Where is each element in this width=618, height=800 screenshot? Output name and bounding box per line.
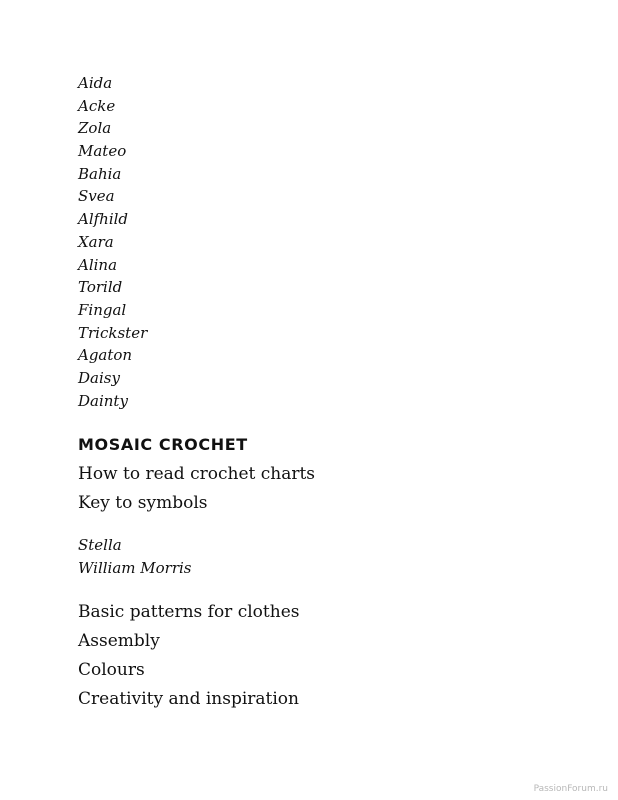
- pattern-name: Svea: [78, 187, 115, 206]
- topic-item: Key to symbols: [78, 493, 208, 513]
- pattern-name: Fingal: [78, 300, 127, 319]
- topic-item: Creativity and inspiration: [78, 689, 299, 709]
- section-heading: MOSAIC CROCHET: [78, 435, 248, 454]
- section-topic-list: [78, 460, 315, 518]
- pattern-name: Agaton: [78, 346, 133, 365]
- section-pattern-list: [78, 534, 192, 579]
- pattern-name: Alina: [78, 255, 118, 274]
- pattern-name: Aida: [78, 74, 113, 92]
- watermark: PassionForum.ru: [533, 784, 608, 794]
- topic-item: How to read crochet charts: [78, 464, 316, 484]
- pattern-name: Torild: [78, 278, 123, 297]
- topic-item: Colours: [78, 660, 145, 680]
- pattern-name: William Morris: [78, 558, 192, 577]
- pattern-name: Stella: [78, 536, 122, 554]
- pattern-name: Dainty: [78, 391, 128, 410]
- topic-item: Basic patterns for clothes: [78, 602, 300, 622]
- pattern-name: Acke: [78, 96, 116, 115]
- pattern-name: Xara: [78, 232, 114, 251]
- pattern-name: Daisy: [78, 368, 120, 387]
- pattern-name-list: [78, 72, 147, 412]
- pattern-name: Mateo: [78, 142, 127, 161]
- closing-topic-list: [78, 598, 299, 714]
- topic-item: Assembly: [78, 631, 160, 651]
- pattern-name: Trickster: [78, 323, 148, 342]
- pattern-name: Bahia: [78, 164, 122, 183]
- pattern-name: Alfhild: [78, 210, 129, 229]
- pattern-name: Zola: [78, 119, 112, 138]
